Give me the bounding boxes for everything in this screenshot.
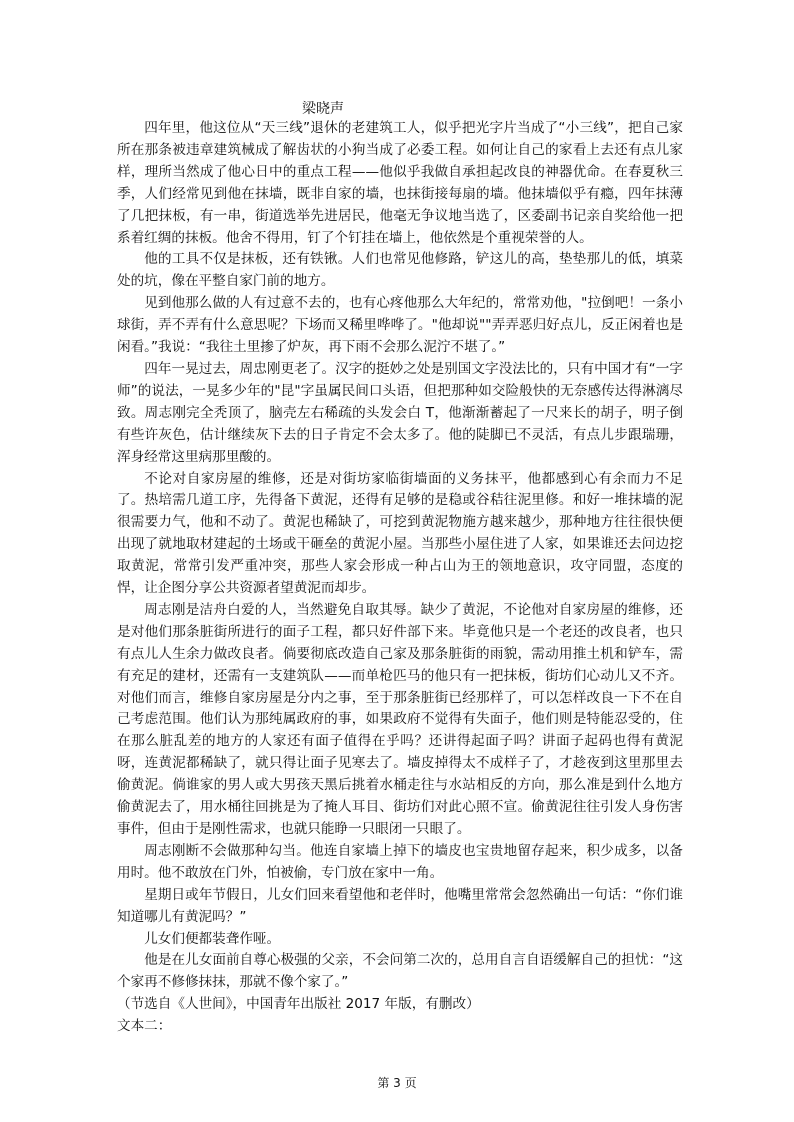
author-name: 梁晓声 <box>302 101 344 117</box>
paragraph: 他的工具不仅是抹板，还有铁锹。人们也常见他修路，铲这儿的高，垫垫那儿的低，填菜处的坑，像在平整自家门前的地方。 <box>117 251 683 290</box>
paragraph: 见到他那么做的人有过意不去的，也有心疼他那么大年纪的，常常劝他，"拉倒吧！一条小球街，弄不弄有什么意思呢？下场而又稀里哗哗了。"他却说""弄弄恶归好点儿，反正闲着也是闲看。”我说：“我往土里掺了炉灰，再下雨不会那么泥泞不堪了。” <box>117 295 683 356</box>
paragraph: 儿女们便都装聋作哑。 <box>144 930 281 947</box>
paragraph: 周志刚断不会做那种勾当。他连自家墙上掉下的墙皮也宝贵地留存起来，积少成多，以备用时。他不敢放在门外，怕被偷，专门放在家中一角。 <box>117 842 683 881</box>
paragraph: 四年一晃过去，周忠刚更老了。汉字的挺妙之处是别国文字没法比的，只有中国才有“一字师”的说法，一晃多少年的"昆"字虽属民间口头语，但把那种如交险般快的无奈感传达得淋漓尽致。周志刚完全秃顶了，脑壳左右稀疏的头发会白 T，他渐渐蓄起了一尺来长的胡子，明子倒有些许灰色，估计继续灰下去的日子肯定不会太多了。他的陡脚已不灵活，有点儿步跟瑞珊，浑身经常这里病那里酸的。 <box>117 360 683 465</box>
paragraph: 不论对自家房屋的维修，还是对街坊家临街墙面的义务抹平，他都感到心有余而力不足了。热培需几道工序，先得备下黄泥，还得有足够的是稳或谷秸往泥里修。和好一堆抹墙的泥很需要力气，他和不动了。黄泥也稀缺了，可挖到黄泥物施方越来越少，那种地方往往很快便出现了就地取材建起的土场或干砸垒的黄泥小屋。当那些小屋住进了人家，如果谁还去问边挖取黄泥，常常引发严重冲突，那些人家会形成一种占山为王的领地意识，攻守同盟，态度的悍，让企图分享公共资源者望黄泥而却步。 <box>117 470 683 597</box>
paragraph: 星期日或年节假日，儿女们回来看望他和老伴时，他嘴里常常会忽然确出一句话：“你们谁知道哪儿有黄泥吗？” <box>117 886 683 925</box>
section-label: 文本二： <box>117 1018 172 1035</box>
article-body <box>117 118 683 1038</box>
page-number: 第 3 页 <box>377 1076 417 1090</box>
source-note: （节选自《人世间》，中国青年出版社 2017 年版，有删改） <box>117 996 480 1013</box>
paragraph: 四年里，他这位从“天三线”退休的老建筑工人，似乎把光字片当成了“小三线”，把自己家所在那条被违章建筑械成了解齿状的小狗当成了必委工程。如何让自己的家看上去还有点儿家样，理所当然成了他心日中的重点工程——他似乎我做自承担起改良的神器优命。在春夏秋三季，人们经常见到他在抹墙，既非自家的墙，也抹街接每扇的墙。他抹墙似乎有瘾，四年抹薄了几把抹板，有一串，街道选举先进居民，他毫无争议地当选了，区委副书记亲自奖给他一把系着红绸的抹板。他舍不得用，钉了个钉挂在墙上，他依然是个重视荣誉的人。 <box>117 120 683 246</box>
paragraph: 他是在儿女面前自尊心极强的父亲，不会问第二次的，总用自言自语缓解自己的担忧：“这个家再不修修抹抹，那就不像个家了。” <box>117 952 683 991</box>
paragraph: 周志刚是洁舟白爱的人，当然避免自取其辱。缺少了黄泥，不论他对自家房屋的维修，还是对他们那条脏街所进行的面子工程，都只好件部下来。毕竟他只是一个老还的改良者，也只有点儿人生余力做改良者。倘要彻底改造自己家及那条脏街的雨貌，需动用推土机和铲车，需有充足的建材，还需有一支建筑队——而单枪匹马的他只有一把抹板，街坊们心动儿又不齐。对他们而言，维修自家房屋是分内之事，至于那条脏街已经那样了，可以怎样改良一下不在自己考虑范围。他们认为那纯属政府的事，如果政府不觉得有失面子，他们则是特能忍受的，住在那么脏乱差的地方的人家还有面子值得在乎吗？还讲得起面子吗？讲面子起码也得有黄泥呀，连黄泥都稀缺了，就只得让面子见寒去了。墙皮掉得太不成样子了，才趁夜到这里那里去偷黄泥。倘谁家的男人或大男孩天黑后挑着水桶走往与水站相反的方向，那么准是到什么地方偷黄泥去了，用水桶往回挑是为了掩人耳目、街坊们对此心照不宣。偷黄泥往往引发人身伤害事件，但由于是刚性需求，也就只能睁一只眼闭一只眼了。 <box>117 601 683 837</box>
